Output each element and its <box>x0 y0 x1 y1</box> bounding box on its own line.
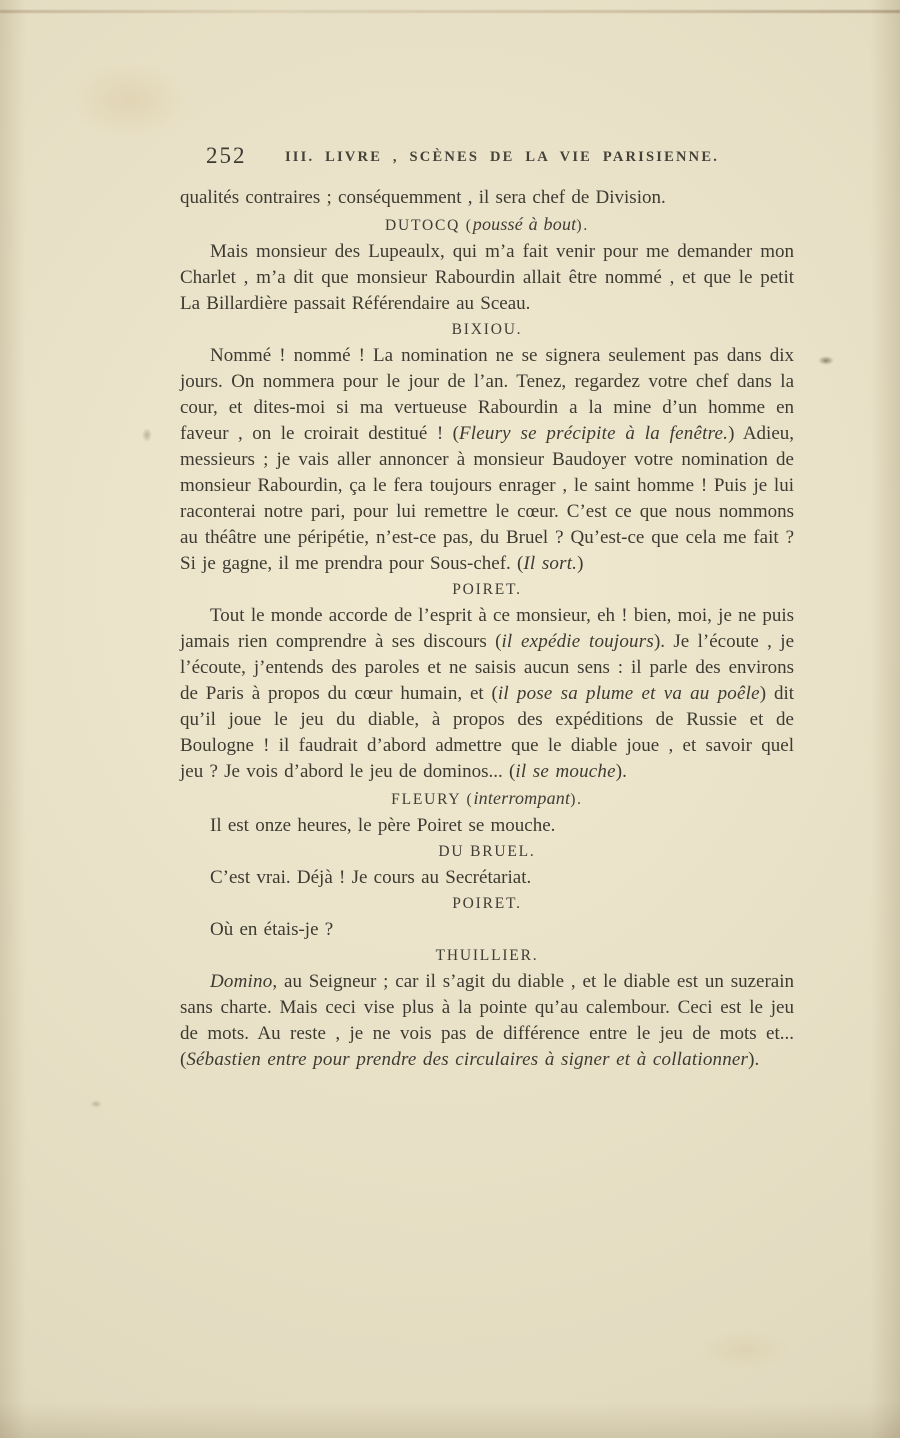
page-right-edge <box>870 0 900 1438</box>
stage-direction-text: Fleury se précipite à la fenêtre. <box>458 423 729 444</box>
body-text: Tout le monde accorde de l’esprit à ce monsieur, eh ! bien, moi, je ne puis jamais rien comprendre à ses discours ( <box>180 605 794 652</box>
paragraph <box>180 603 794 785</box>
page-header <box>180 143 794 185</box>
body-text: ) Adieu, messieurs ; je vais aller annoncer à monsieur Baudoyer votre nomination de monsieur Rabourdin, ça le fera toujours enrager , le saint homme ! Puis je lui raconterai notre pari, pour lui remettre le cœur. C’est ce que nous nommons au théâtre une péripétie, n’est-ce pas, du Bruel ? Qu’est-ce que cela me fait ? Si je gagne, il me prendra pour Sous-chef. ( <box>180 423 795 574</box>
paragraph <box>180 185 794 211</box>
speaker-line <box>180 839 794 865</box>
body-text: Mais monsieur des Lupeaulx, qui m’a fait venir pour me demander mon Charlet , m’a dit que monsieur Rabourdin allait être nommé , et que le petit La Billardière passait Référendaire au Sceau. <box>180 241 794 314</box>
body-text: THUILLIER. <box>435 947 539 964</box>
speaker-line <box>180 785 794 813</box>
text-block <box>180 143 794 1073</box>
paragraph <box>180 343 794 577</box>
stage-direction-text: poussé à bout <box>472 214 577 234</box>
body-text: POIRET. <box>452 581 522 598</box>
body-text: ). <box>748 1049 760 1070</box>
body-text: DUTOCQ ( <box>385 217 473 234</box>
paragraph <box>180 239 794 317</box>
paper-stain <box>818 356 834 365</box>
body-text: , au Seigneur ; car il s’agit du diable , et le diable est un suzerain sans charte. Mais ceci vise plus à la pointe qu’au calembour. Ceci est le jeu de mots. Au reste , je ne vois pas de différence entre le jeu de mots et... ( <box>180 971 794 1070</box>
stage-direction-text: interrompant <box>473 788 571 808</box>
stage-direction-text: il expédie toujours <box>501 631 654 652</box>
page-number: 252 <box>206 143 247 168</box>
body-text: POIRET. <box>452 895 522 912</box>
body-text: BIXIOU. <box>451 321 523 338</box>
paragraph <box>180 865 794 891</box>
stage-direction-text: Il sort. <box>523 553 578 574</box>
page-top-edge <box>0 10 900 13</box>
stage-direction-text: il se mouche <box>515 761 616 782</box>
body-text: qualités contraires ; conséquemment , il sera chef de Division. <box>180 187 666 208</box>
body-text: ). <box>615 761 627 782</box>
body-text: DU BRUEL. <box>438 843 536 860</box>
speaker-line <box>180 577 794 603</box>
body-text: ). Je l’écoute , je l’écoute, j’entends des paroles et ne saisis aucun sens : il parle des environs de Paris à propos du cœur humain, et ( <box>180 631 794 704</box>
speaker-line <box>180 317 794 343</box>
paragraph <box>180 813 794 839</box>
stage-direction-text: il pose sa plume et va au poêle <box>497 683 760 704</box>
speaker-line <box>180 943 794 969</box>
body-text: FLEURY ( <box>391 791 474 808</box>
body-text: ). <box>576 217 589 234</box>
body-text: C’est vrai. Déjà ! Je cours au Secrétariat. <box>210 867 532 888</box>
page-content <box>180 185 794 1073</box>
body-text: Nommé ! nommé ! La nomination ne se signera seulement pas dans dix jours. On nommera pour le jour de l’an. Tenez, regardez votre chef dans la cour, et dites-moi si ma vertueuse Rabourdin a la mine d’un homme en faveur , on le croirait destitué ! ( <box>180 345 794 444</box>
body-text: Où en étais-je ? <box>210 919 334 940</box>
paper-stain <box>700 1330 790 1370</box>
page-left-edge <box>0 0 26 1438</box>
paragraph <box>180 969 794 1073</box>
body-text: ). <box>570 791 583 808</box>
body-text: ) <box>577 553 584 574</box>
running-title: III. LIVRE , SCÈNES DE LA VIE PARISIENNE. <box>284 149 720 165</box>
body-text: ) dit qu’il joue le jeu du diable, à propos des expéditions de Russie et de Boulogne ! il faudrait d’abord admettre que le diable joue , et savoir quel jeu ? Je vois d’abord le jeu de dominos... ( <box>180 683 794 782</box>
speaker-line <box>180 211 794 239</box>
page-bottom-edge <box>0 1402 900 1438</box>
paper-stain <box>70 60 190 140</box>
body-text: Il est onze heures, le père Poiret se mouche. <box>210 815 556 836</box>
paragraph <box>180 917 794 943</box>
stage-direction-text: Domino <box>210 971 273 992</box>
stage-direction-text: Sébastien entre pour prendre des circulaires à signer et à collationner <box>186 1049 749 1070</box>
paper-stain <box>142 428 152 442</box>
paper-stain <box>90 1100 102 1108</box>
speaker-line <box>180 891 794 917</box>
